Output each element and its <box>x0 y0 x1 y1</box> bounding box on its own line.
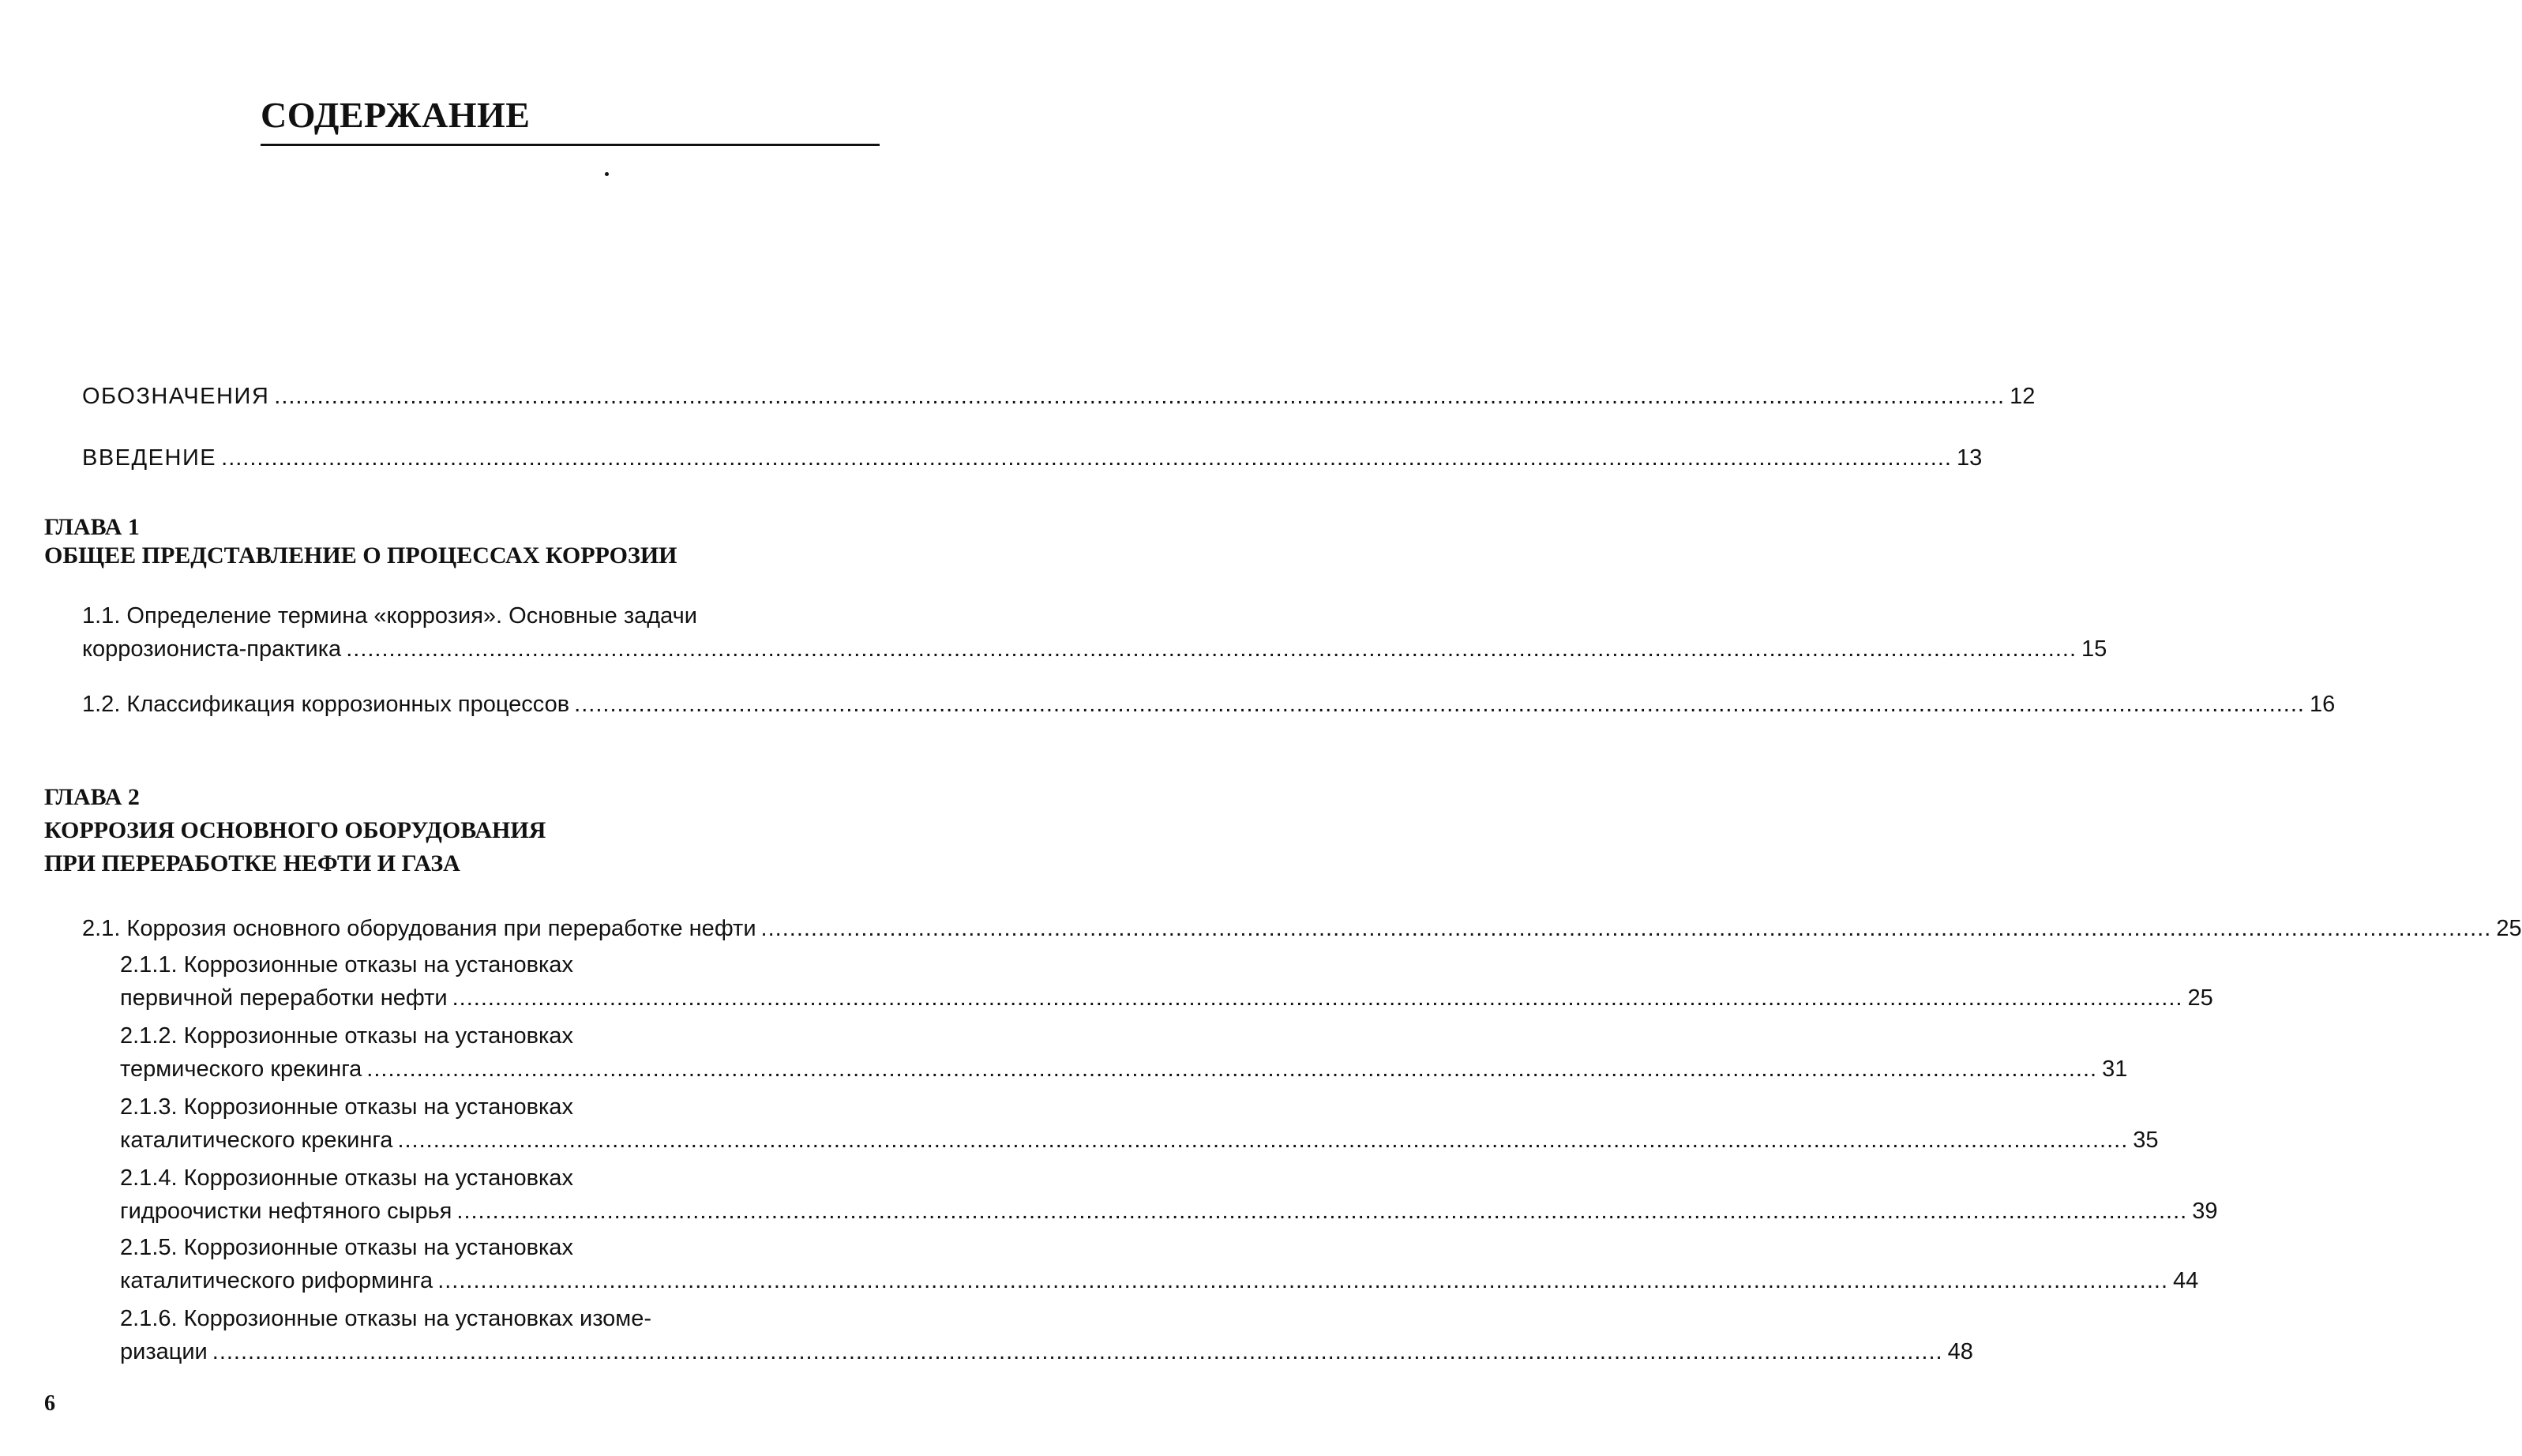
leader-dots: .................................................................................................................................................................................................................................................. <box>221 445 1952 471</box>
toc-entry-1-1[interactable] <box>82 635 2107 663</box>
toc-entry-2-1-2[interactable] <box>120 1055 2128 1083</box>
toc-entry-label: первичной переработки нефти <box>120 985 448 1011</box>
toc-entry-label: 2.1. Коррозия основного оборудования при переработке нефти <box>82 916 756 941</box>
toc-entry-introduction[interactable] <box>82 444 1983 472</box>
toc-entry-2-1-3[interactable] <box>120 1126 2159 1154</box>
toc-entry-label: термического крекинга <box>120 1056 362 1082</box>
leader-dots: .................................................................................................................................................................................................................................................. <box>397 1128 2129 1153</box>
leader-dots: .................................................................................................................................................................................................................................................. <box>452 985 2183 1011</box>
toc-page-number: 35 <box>2133 1128 2159 1153</box>
leader-dots: .................................................................................................................................................................................................................................................. <box>346 636 2077 662</box>
toc-page-number: 12 <box>2010 384 2036 409</box>
toc-entry-label: гидроочистки нефтяного сырья <box>120 1199 452 1224</box>
print-speck <box>605 172 609 176</box>
toc-page-number: 13 <box>1956 445 1983 471</box>
toc-entry-2-1-5[interactable] <box>120 1266 2199 1295</box>
chapter-2-number: ГЛАВА 2 <box>44 784 140 810</box>
toc-entry-label: ОБОЗНАЧЕНИЯ <box>82 384 270 409</box>
page-title: СОДЕРЖАНИЕ <box>261 93 880 146</box>
toc-entry-2-1-4[interactable] <box>120 1197 2218 1225</box>
leader-dots: .................................................................................................................................................................................................................................................. <box>212 1339 1943 1364</box>
toc-entry-2-1-6[interactable] <box>120 1338 1973 1366</box>
toc-entry-2-1-1-line1[interactable]: 2.1.1. Коррозионные отказы на установках <box>120 952 573 978</box>
toc-page-number: 25 <box>2187 985 2213 1011</box>
chapter-1-number: ГЛАВА 1 <box>44 514 140 540</box>
toc-entry-label: коррозиониста-практика <box>82 636 342 662</box>
toc-entry-notation[interactable] <box>82 382 2036 411</box>
leader-dots: .................................................................................................................................................................................................................................................. <box>760 916 2492 941</box>
toc-entry-2-1-1[interactable] <box>120 984 2213 1012</box>
toc-entry-1-1-line1[interactable]: 1.1. Определение термина «коррозия». Основные задачи <box>82 603 697 629</box>
chapter-2-title-line1: КОРРОЗИЯ ОСНОВНОГО ОБОРУДОВАНИЯ <box>44 817 546 843</box>
toc-page-number: 25 <box>2496 916 2522 941</box>
chapter-1-title: ОБЩЕЕ ПРЕДСТАВЛЕНИЕ О ПРОЦЕССАХ КОРРОЗИИ <box>44 542 677 569</box>
toc-entry-1-2[interactable] <box>82 690 2336 719</box>
toc-entry-label: каталитического риформинга <box>120 1268 433 1293</box>
page-folio-number: 6 <box>44 1391 55 1416</box>
toc-page-number: 16 <box>2309 692 2336 717</box>
toc-entry-label: ризации <box>120 1339 208 1364</box>
toc-entry-label: каталитического крекинга <box>120 1128 393 1153</box>
leader-dots: .................................................................................................................................................................................................................................................. <box>274 384 2006 409</box>
toc-title-block <box>261 93 880 146</box>
chapter-2-title-line2: ПРИ ПЕРЕРАБОТКЕ НЕФТИ И ГАЗА <box>44 850 460 876</box>
toc-page-number: 31 <box>2102 1056 2128 1082</box>
toc-entry-2-1-5-line1[interactable]: 2.1.5. Коррозионные отказы на установках <box>120 1235 573 1260</box>
toc-entry-2-1-4-line1[interactable]: 2.1.4. Коррозионные отказы на установках <box>120 1165 573 1191</box>
toc-entry-label: ВВЕДЕНИЕ <box>82 445 217 471</box>
toc-entry-2-1-6-line1[interactable]: 2.1.6. Коррозионные отказы на установках изоме- <box>120 1306 652 1331</box>
toc-page-number: 48 <box>1947 1339 1973 1364</box>
toc-entry-2-1[interactable] <box>82 914 2522 943</box>
toc-entry-label: 1.2. Классификация коррозионных процессов <box>82 692 570 717</box>
leader-dots: .................................................................................................................................................................................................................................................. <box>366 1056 2098 1082</box>
toc-page-number: 39 <box>2192 1199 2218 1224</box>
leader-dots: .................................................................................................................................................................................................................................................. <box>456 1199 2188 1224</box>
toc-entry-2-1-3-line1[interactable]: 2.1.3. Коррозионные отказы на установках <box>120 1094 573 1120</box>
leader-dots: .................................................................................................................................................................................................................................................. <box>437 1268 2169 1293</box>
toc-page-number: 15 <box>2081 636 2107 662</box>
toc-entry-2-1-2-line1[interactable]: 2.1.2. Коррозионные отказы на установках <box>120 1023 573 1049</box>
leader-dots: .................................................................................................................................................................................................................................................. <box>574 692 2305 717</box>
toc-page-number: 44 <box>2173 1268 2199 1293</box>
